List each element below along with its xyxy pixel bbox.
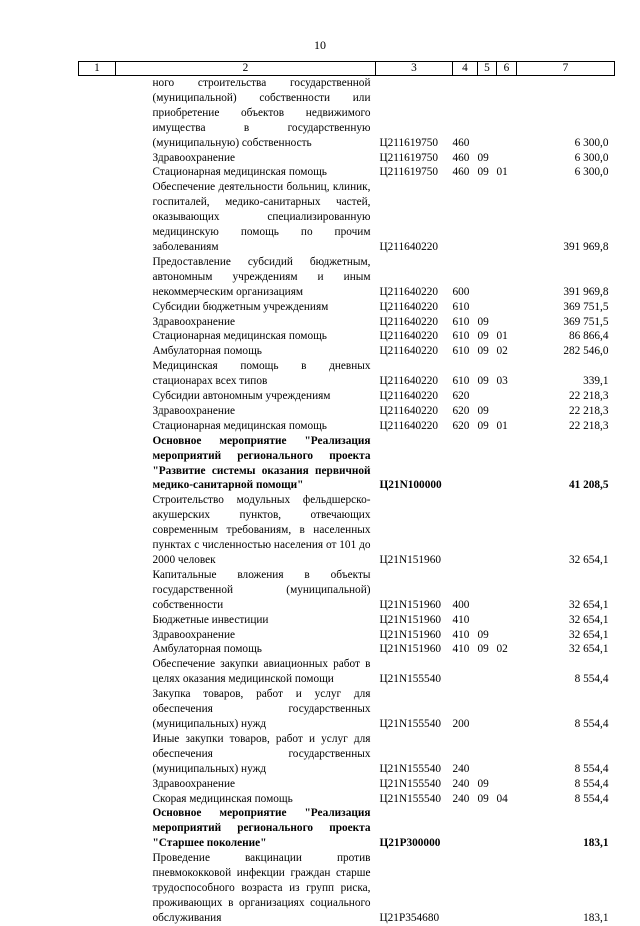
row-number-cell: [79, 642, 116, 657]
table-row: [79, 180, 615, 255]
table-row: [79, 255, 615, 300]
target-code-cell: Ц211640220: [379, 330, 439, 343]
target-code-cell: Ц211640220: [379, 404, 439, 417]
row-name-cell: Стационарная медицинская помощь: [152, 166, 327, 179]
amount-cell: 22 218,3: [568, 404, 609, 417]
row-number-cell: [79, 389, 116, 404]
subsection-cell: 01: [496, 330, 508, 343]
table-row: [79, 300, 615, 315]
row-number-cell: [79, 300, 116, 315]
section-cell: [478, 613, 497, 628]
column-header: 2: [116, 62, 376, 76]
row-number-cell: [79, 568, 116, 613]
amount-cell: 369 751,5: [563, 300, 609, 313]
row-name-cell: Амбулаторная помощь: [152, 345, 262, 358]
section-cell: 09: [477, 792, 489, 805]
expense-type-cell: 610: [452, 315, 470, 328]
section-cell: 09: [477, 375, 489, 388]
expense-type-cell: 400: [452, 598, 470, 611]
amount-cell: 41 208,5: [568, 479, 609, 492]
section-cell: [478, 657, 497, 687]
amount-cell: 32 654,1: [568, 628, 609, 641]
amount-cell: 22 218,3: [568, 390, 609, 403]
row-name-cell: Предоставление субсидий бюджетным, автономным учреждениям и иным некоммерческим организациям: [152, 255, 371, 298]
row-name-cell: ного строительства государственной (муниципальной) собственности или приобретение объектов недвижимого имущества в государственную (муниципальную) собственность: [152, 77, 371, 149]
section-cell: [478, 434, 497, 494]
section-cell: [478, 389, 497, 404]
amount-cell: 8 554,4: [574, 717, 609, 730]
row-name-cell: Здравоохранение: [152, 777, 236, 790]
subsection-cell: [497, 434, 517, 494]
row-number-cell: [79, 180, 116, 255]
target-code-cell: Ц21N151960: [379, 598, 442, 611]
amount-cell: 6 300,0: [574, 166, 609, 179]
amount-cell: 32 654,1: [568, 598, 609, 611]
column-header: 4: [453, 62, 478, 76]
expense-type-cell: 620: [452, 419, 470, 432]
subsection-cell: [497, 851, 517, 926]
row-number-cell: [79, 404, 116, 419]
row-number-cell: [79, 806, 116, 851]
row-number-cell: [79, 255, 116, 300]
section-cell: [478, 806, 497, 851]
budget-table: [78, 61, 615, 926]
section-cell: [478, 180, 497, 255]
expense-type-cell: 620: [452, 390, 470, 403]
subsection-cell: [497, 389, 517, 404]
expense-type-cell: 240: [452, 777, 470, 790]
table-row: [79, 359, 615, 389]
subsection-cell: 02: [496, 643, 508, 656]
row-name-cell: Обеспечение деятельности больниц, клиник, госпиталей, медико-санитарных частей, оказывающих специализированную медицинскую помощь по прочим заболеваниям: [152, 181, 371, 253]
amount-cell: 8 554,4: [574, 777, 609, 790]
expense-type-cell: 610: [452, 330, 470, 343]
subsection-cell: [497, 568, 517, 613]
expense-type-cell: 610: [452, 375, 470, 388]
expense-type-cell: [453, 434, 478, 494]
expense-type-cell: 200: [452, 717, 470, 730]
expense-type-cell: 240: [452, 762, 470, 775]
column-header: 7: [517, 62, 615, 76]
row-name-cell: Основное мероприятие "Реализация мероприятий регионального проекта "Развитие системы оказания первичной медико-санитарной помощи": [152, 434, 371, 492]
expense-type-cell: [453, 180, 478, 255]
target-code-cell: Ц211640220: [379, 315, 439, 328]
row-name-cell: Скорая медицинская помощь: [152, 792, 293, 805]
subsection-cell: 04: [496, 792, 508, 805]
table-row: [79, 613, 615, 628]
row-name-cell: Обеспечение закупки авиационных работ в целях оказания медицинской помощи: [152, 658, 371, 686]
section-cell: 09: [477, 315, 489, 328]
target-code-cell: Ц211619750: [379, 136, 439, 149]
row-number-cell: [79, 732, 116, 777]
table-row: [79, 76, 615, 151]
table-row: [79, 642, 615, 657]
section-cell: 09: [477, 777, 489, 790]
amount-cell: 391 969,8: [563, 285, 609, 298]
row-number-cell: [79, 344, 116, 359]
subsection-cell: [497, 404, 517, 419]
expense-type-cell: [453, 493, 478, 568]
section-cell: [478, 493, 497, 568]
subsection-cell: [497, 300, 517, 315]
target-code-cell: Ц211640220: [379, 390, 439, 403]
target-code-cell: Ц21N100000: [379, 479, 442, 492]
amount-cell: 183,1: [583, 837, 609, 850]
expense-type-cell: 460: [452, 166, 470, 179]
subsection-cell: [497, 315, 517, 330]
row-name-cell: Капитальные вложения в объекты государственной (муниципальной) собственности: [152, 568, 371, 611]
target-code-cell: Ц211619750: [379, 166, 439, 179]
expense-type-cell: 410: [452, 643, 470, 656]
row-name-cell: Основное мероприятие "Реализация мероприятий регионального проекта "Старшее поколение": [152, 807, 371, 850]
expense-type-cell: [453, 806, 478, 851]
section-cell: 09: [477, 151, 489, 164]
row-name-cell: Стационарная медицинская помощь: [152, 419, 327, 432]
subsection-cell: [497, 628, 517, 643]
table-row: [79, 777, 615, 792]
expense-type-cell: 600: [452, 285, 470, 298]
row-name-cell: Здравоохранение: [152, 315, 236, 328]
column-header: 1: [79, 62, 116, 76]
row-name-cell: Амбулаторная помощь: [152, 643, 262, 656]
expense-type-cell: 240: [452, 792, 470, 805]
target-code-cell: Ц21N155540: [379, 777, 442, 790]
target-code-cell: Ц211640220: [379, 285, 439, 298]
table-row: [79, 344, 615, 359]
section-cell: 09: [477, 330, 489, 343]
subsection-cell: 03: [496, 375, 508, 388]
amount-cell: 86 866,4: [568, 330, 609, 343]
target-code-cell: Ц211640220: [379, 419, 439, 432]
expense-type-cell: [453, 657, 478, 687]
amount-cell: 282 546,0: [563, 345, 609, 358]
subsection-cell: [497, 151, 517, 166]
subsection-cell: 01: [496, 419, 508, 432]
column-header: 5: [478, 62, 497, 76]
section-cell: [478, 568, 497, 613]
row-number-cell: [79, 851, 116, 926]
page-number: 10: [314, 38, 326, 52]
table-row: [79, 315, 615, 330]
section-cell: [478, 732, 497, 777]
subsection-cell: [497, 180, 517, 255]
target-code-cell: Ц21N151960: [379, 628, 442, 641]
expense-type-cell: 410: [452, 613, 470, 626]
row-number-cell: [79, 613, 116, 628]
section-cell: 09: [477, 404, 489, 417]
subsection-cell: [497, 255, 517, 300]
target-code-cell: Ц21N151960: [379, 643, 442, 656]
amount-cell: 183,1: [583, 911, 609, 924]
target-code-cell: Ц211640220: [379, 375, 439, 388]
row-number-cell: [79, 419, 116, 434]
expense-type-cell: 410: [452, 628, 470, 641]
target-code-cell: Ц21N155540: [379, 762, 442, 775]
section-cell: 09: [477, 345, 489, 358]
row-number-cell: [79, 792, 116, 807]
table-row: [79, 806, 615, 851]
section-cell: [478, 255, 497, 300]
section-cell: [478, 76, 497, 151]
amount-cell: 8 554,4: [574, 762, 609, 775]
target-code-cell: Ц21N155540: [379, 792, 442, 805]
row-number-cell: [79, 628, 116, 643]
row-name-cell: Здравоохранение: [152, 628, 236, 641]
row-name-cell: Субсидии автономным учреждениям: [152, 390, 331, 403]
subsection-cell: 02: [496, 345, 508, 358]
row-name-cell: Здравоохранение: [152, 404, 236, 417]
amount-cell: 391 969,8: [563, 240, 609, 253]
row-name-cell: Закупка товаров, работ и услуг для обеспечения государственных (муниципальных) нужд: [152, 688, 371, 730]
row-name-cell: Субсидии бюджетным учреждениям: [152, 300, 329, 313]
subsection-cell: [497, 493, 517, 568]
table-row: [79, 419, 615, 434]
target-code-cell: Ц21N155540: [379, 673, 442, 686]
row-number-cell: [79, 329, 116, 344]
row-number-cell: [79, 151, 116, 166]
column-header: 3: [376, 62, 453, 76]
table-row: [79, 329, 615, 344]
row-number-cell: [79, 165, 116, 180]
row-number-cell: [79, 434, 116, 494]
row-number-cell: [79, 687, 116, 732]
section-cell: 09: [477, 628, 489, 641]
amount-cell: 22 218,3: [568, 419, 609, 432]
subsection-cell: [497, 777, 517, 792]
amount-cell: 32 654,1: [568, 554, 609, 566]
table-row: [79, 165, 615, 180]
section-cell: [478, 687, 497, 732]
expense-type-cell: 460: [452, 136, 470, 149]
target-code-cell: Ц21N151960: [379, 554, 442, 566]
table-row: [79, 434, 615, 494]
row-name-cell: Строительство модульных фельдшерско-акушерских пунктов, отвечающих современным требованиям, в населенных пунктах с численностью населения от 101 до 2000 человек: [152, 494, 371, 566]
subsection-cell: [497, 657, 517, 687]
section-cell: [478, 851, 497, 926]
target-code-cell: Ц211640220: [379, 240, 439, 253]
expense-type-cell: 460: [452, 151, 470, 164]
row-number-cell: [79, 657, 116, 687]
amount-cell: 6 300,0: [574, 136, 609, 149]
expense-type-cell: 610: [452, 345, 470, 358]
table-row: [79, 851, 615, 926]
subsection-cell: 01: [496, 166, 508, 179]
table-row: [79, 404, 615, 419]
row-number-cell: [79, 493, 116, 568]
section-cell: 09: [477, 643, 489, 656]
table-row: [79, 792, 615, 807]
table-row: [79, 568, 615, 613]
section-cell: [478, 300, 497, 315]
expense-type-cell: 610: [452, 300, 470, 313]
target-code-cell: Ц211619750: [379, 151, 439, 164]
amount-cell: 8 554,4: [574, 673, 609, 686]
target-code-cell: Ц21N151960: [379, 613, 442, 626]
amount-cell: 339,1: [583, 375, 609, 388]
row-number-cell: [79, 359, 116, 389]
subsection-cell: [497, 806, 517, 851]
expense-type-cell: [453, 851, 478, 926]
column-header: 6: [497, 62, 517, 76]
table-row: [79, 657, 615, 687]
amount-cell: 6 300,0: [574, 151, 609, 164]
target-code-cell: Ц211640220: [379, 300, 439, 313]
table-row: [79, 628, 615, 643]
section-cell: 09: [477, 166, 489, 179]
row-number-cell: [79, 777, 116, 792]
target-code-cell: Ц21N155540: [379, 717, 442, 730]
table-row: [79, 493, 615, 568]
target-code-cell: Ц21P300000: [379, 837, 441, 850]
amount-cell: 8 554,4: [574, 792, 609, 805]
amount-cell: 32 654,1: [568, 643, 609, 656]
table-row: [79, 389, 615, 404]
target-code-cell: Ц211640220: [379, 345, 439, 358]
row-number-cell: [79, 76, 116, 151]
subsection-cell: [497, 76, 517, 151]
subsection-cell: [497, 613, 517, 628]
subsection-cell: [497, 687, 517, 732]
target-code-cell: Ц21P354680: [379, 911, 440, 924]
amount-cell: 32 654,1: [568, 613, 609, 626]
row-name-cell: Здравоохранение: [152, 151, 236, 164]
amount-cell: 369 751,5: [563, 315, 609, 328]
row-name-cell: Стационарная медицинская помощь: [152, 330, 327, 343]
expense-type-cell: 620: [452, 404, 470, 417]
row-name-cell: Бюджетные инвестиции: [152, 613, 269, 626]
table-row: [79, 151, 615, 166]
row-number-cell: [79, 315, 116, 330]
subsection-cell: [497, 732, 517, 777]
table-row: [79, 732, 615, 777]
section-cell: 09: [477, 419, 489, 432]
table-header-row: [79, 62, 615, 76]
row-name-cell: Медицинская помощь в дневных стационарах всех типов: [152, 360, 371, 388]
table-row: [79, 687, 615, 732]
row-name-cell: Иные закупки товаров, работ и услуг для обеспечения государственных (муниципальных) нужд: [152, 732, 371, 775]
row-name-cell: Проведение вакцинации против пневмококковой инфекции граждан старше трудоспособного возраста из групп риска, проживающих в организациях социального обслуживания: [152, 852, 371, 924]
